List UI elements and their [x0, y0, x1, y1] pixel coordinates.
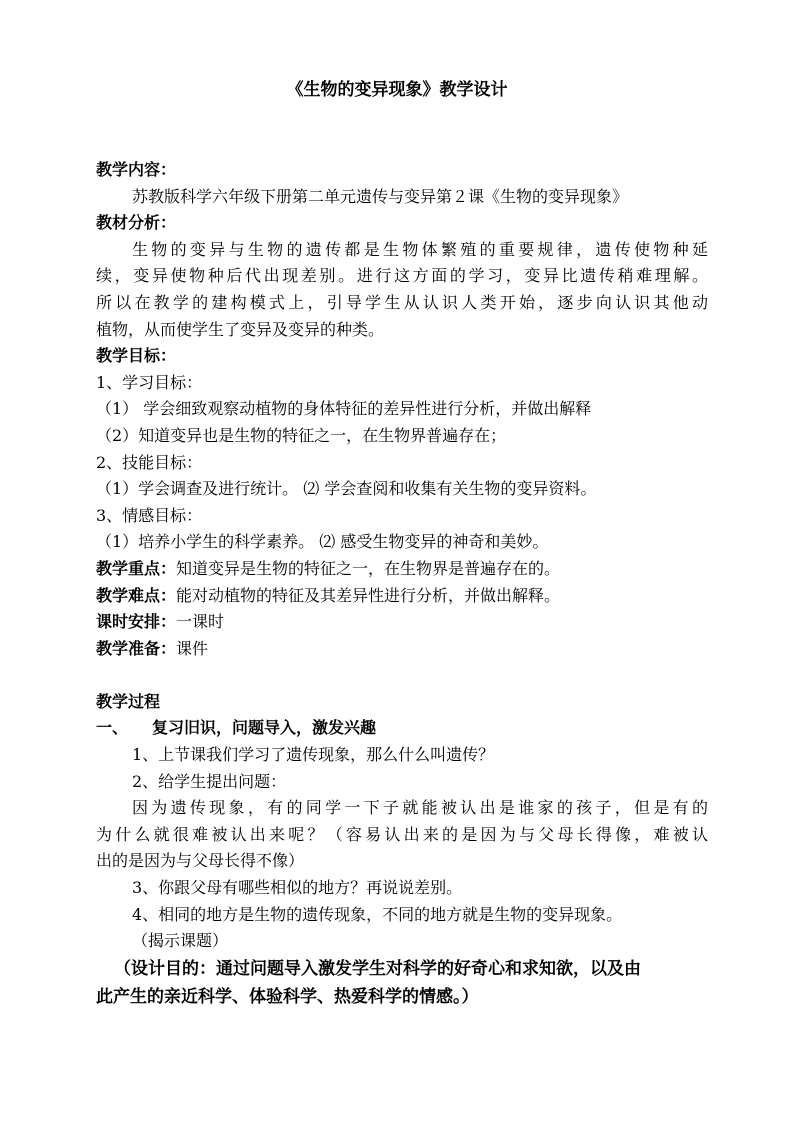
- goal1-item1: （1） 学会细致观察动植物的身体特征的差异性进行分析，并做出解释: [96, 399, 592, 419]
- goal3-item: （1）培养小学生的科学素养。 ⑵ 感受生物变异的神奇和美妙。: [96, 532, 549, 552]
- goal1-item2: （2）知道变异也是生物的特征之一，在生物界普遍存在；: [96, 425, 507, 445]
- goal1-title: 1、学习目标：: [96, 372, 203, 392]
- content-label: 教学内容：: [96, 160, 177, 179]
- time-row: [96, 609, 708, 636]
- section1-para-line: 因为遗传现象，有的同学一下子就能被认出是谁家的孩子，但是有的: [132, 798, 708, 818]
- prep-row: [96, 636, 708, 663]
- spacer: [96, 662, 708, 689]
- section1-item3: 3、你跟父母有哪些相似的地方？再说说差别。: [132, 878, 463, 898]
- section1-item2: 2、给学生提出问题：: [132, 771, 287, 791]
- analysis-line: 植物，从而使学生了变异及变异的种类。: [96, 319, 385, 339]
- section1-title: 复习旧识，问题导入，激发兴趣: [152, 718, 377, 738]
- section1-item4: 4、相同的地方是生物的遗传现象，不同的地方就是生物的变异现象。: [132, 904, 623, 924]
- key-text: 知道变异是生物的特征之一，在生物界是普遍存在的。: [176, 558, 561, 578]
- design-purpose-line: 此产生的亲近科学、体验科学、热爱科学的情感。）: [96, 986, 479, 1007]
- design-purpose-line: （设计目的：通过问题导入激发学生对科学的好奇心和求知欲，以及由: [114, 958, 641, 979]
- difficult-label: 教学难点：: [96, 585, 177, 605]
- section1-heading: [96, 715, 708, 742]
- goals-label: 教学目标：: [96, 346, 177, 366]
- analysis-line: 续，变异使物种后代出现差别。进行这方面的学习，变异比遗传稍难理解。: [96, 266, 708, 286]
- analysis-label: 教材分析：: [96, 213, 177, 233]
- document-title: 《生物的变异现象》教学设计: [286, 80, 508, 100]
- prep-text: 课件: [176, 638, 209, 658]
- goal2-title: 2、技能目标：: [96, 452, 203, 472]
- difficult-text: 能对动植物的特征及其差异性进行分析，并做出解释。: [176, 585, 561, 605]
- analysis-line: 生物的变异与生物的遗传都是生物体繁殖的重要规律，遗传使物种延: [132, 239, 708, 259]
- document-body: [96, 157, 708, 1011]
- section1-para-line: 为什么就很难被认出来呢？（容易认出来的是因为与父母长得像，难被认: [96, 824, 708, 844]
- content-text: 苏教版科学六年级下册第二单元遗传与变异第２课《生物的变异现象》: [132, 186, 629, 206]
- process-label: 教学过程: [96, 691, 161, 711]
- section1-para-line: 出的是因为与父母长得不像）: [96, 851, 305, 871]
- section1-reveal: （揭示课题）: [132, 931, 229, 951]
- goal3-title: 3、情感目标：: [96, 505, 203, 525]
- section1-item1: 1、上节课我们学习了遗传现象，那么什么叫遗传？: [132, 745, 495, 765]
- difficult-point-row: [96, 583, 708, 610]
- time-label: 课时安排：: [96, 612, 177, 632]
- analysis-line: 所以在教学的建构模式上，引导学生从认识人类开始，逐步向认识其他动: [96, 292, 708, 312]
- section1-number: 一、: [96, 718, 129, 738]
- key-point-row: [96, 556, 708, 583]
- prep-label: 教学准备：: [96, 638, 177, 658]
- time-text: 一课时: [176, 612, 225, 632]
- goal2-item: （1）学会调查及进行统计。 ⑵ 学会查阅和收集有关生物的变异资料。: [96, 479, 597, 499]
- key-label: 教学重点：: [96, 558, 177, 578]
